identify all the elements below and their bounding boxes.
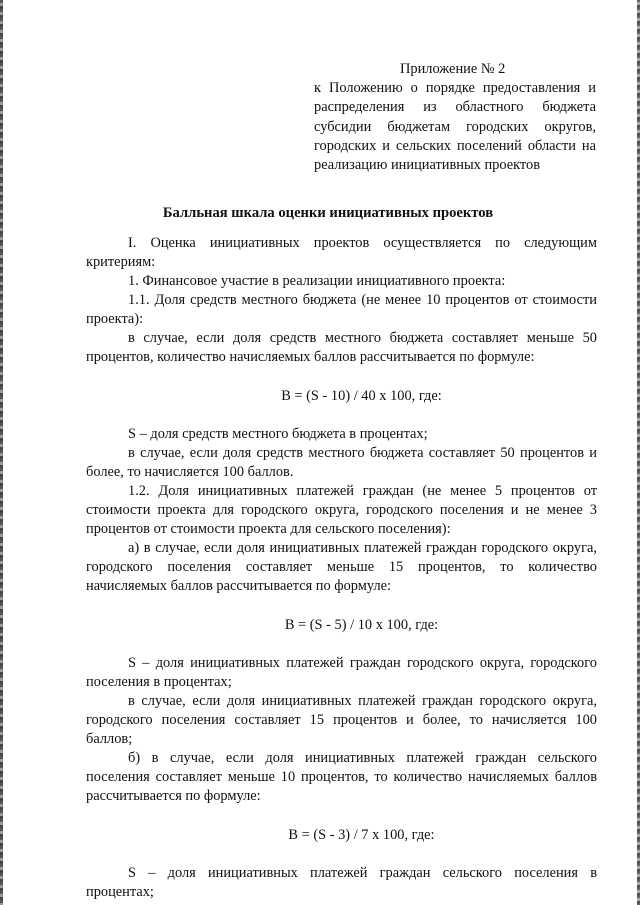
document-title: Балльная шкала оценки инициативных проектов bbox=[162, 205, 494, 221]
paragraph-b: б) в случае, если доля инициативных платежей граждан сельского поселения составляет меньше 10 процентов, то количество начисляемых баллов рассчитывается по формуле: bbox=[86, 750, 597, 804]
appendix-reference: к Положению о порядке предоставления и распределения из областного бюджета субсидии бюджетам городских округов, городских и сельских поселений области на реализацию инициативных проектов bbox=[314, 80, 596, 174]
paragraph-a: а) в случае, если доля инициативных платежей граждан городского округа, городского поселения составляет меньше 15 процентов, то количество начисляемых баллов рассчитывается по формуле: bbox=[86, 540, 597, 594]
appendix-number: Приложение № 2 bbox=[400, 61, 506, 77]
paragraph-1-2: 1.2. Доля инициативных платежей граждан (не менее 5 процентов от стоимости проекта для городского округа, городского поселения и не менее 3 процентов от стоимости проекта для сельского поселения): bbox=[86, 483, 597, 537]
paragraph-s-urban: S – доля инициативных платежей граждан городского округа, городского поселения в процентах; bbox=[86, 655, 597, 690]
formula-2: B = (S - 5) / 10 x 100, где: bbox=[284, 617, 439, 633]
appendix-header bbox=[314, 60, 596, 175]
formula-1: B = (S - 10) / 40 x 100, где: bbox=[281, 388, 442, 404]
scan-edge-left bbox=[0, 0, 3, 905]
paragraph-50-more: в случае, если доля средств местного бюджета составляет 50 процентов и более, то начисляется 100 баллов. bbox=[86, 445, 597, 480]
paragraph-s-local: S – доля средств местного бюджета в процентах; bbox=[128, 426, 428, 442]
paragraph-financial: 1. Финансовое участие в реализации инициативного проекта: bbox=[128, 273, 506, 289]
paragraph-criteria: I. Оценка инициативных проектов осуществляется по следующим критериям: bbox=[86, 235, 597, 270]
document-body bbox=[86, 234, 597, 902]
paragraph-1-1: 1.1. Доля средств местного бюджета (не менее 10 процентов от стоимости проекта): bbox=[86, 292, 597, 327]
paragraph-15-more: в случае, если доля инициативных платежей граждан городского округа, городского поселения составляет 15 процентов и более, то начисляется 100 баллов; bbox=[86, 693, 597, 747]
paragraph-s-rural: S – доля инициативных платежей граждан сельского поселения в процентах; bbox=[86, 865, 597, 900]
formula-3: B = (S - 3) / 7 x 100, где: bbox=[288, 827, 435, 843]
paragraph-less-50: в случае, если доля средств местного бюджета составляет меньше 50 процентов, количество начисляемых баллов рассчитывается по формуле: bbox=[86, 330, 597, 365]
